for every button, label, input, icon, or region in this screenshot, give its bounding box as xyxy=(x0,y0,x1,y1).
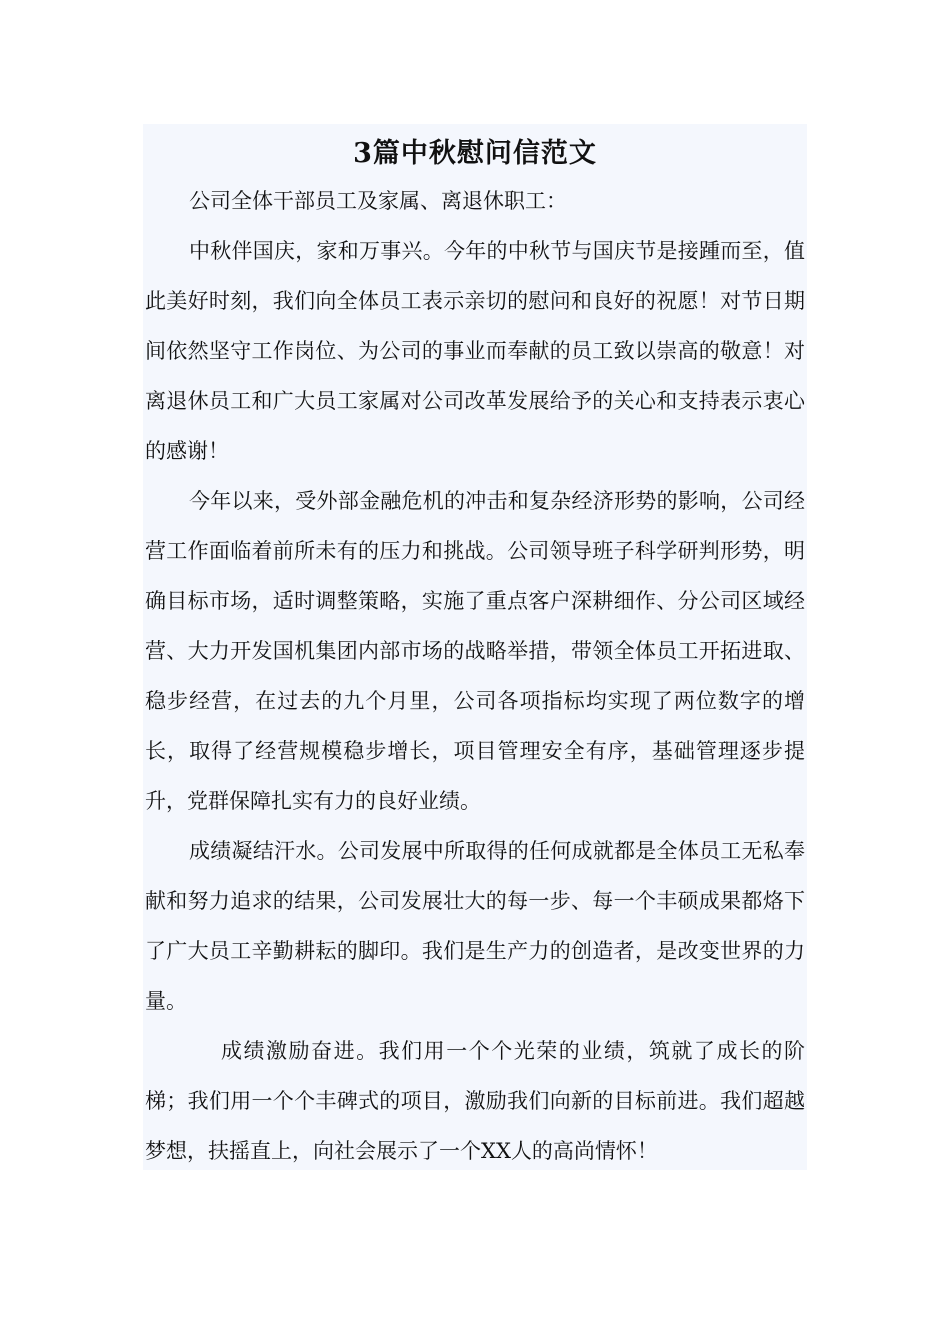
salutation: 公司全体干部员工及家属、离退休职工： xyxy=(189,189,567,213)
paragraph: 中秋伴国庆，家和万事兴。今年的中秋节与国庆节是接踵而至，值此美好时刻，我们向全体员工表示亲切的慰问和良好的祝愿！对节日期间依然坚守工作岗位、为公司的事业而奉献的员工致以崇高的敬意！对离退休员工和广大员工家属对公司改革发展给予的关心和支持表示衷心的感谢！ xyxy=(145,239,805,463)
paragraph: 今年以来，受外部金融危机的冲击和复杂经济形势的影响，公司经营工作面临着前所未有的压力和挑战。公司领导班子科学研判形势，明确目标市场，适时调整策略，实施了重点客户深耕细作、分公司区域经营、大力开发国机集团内部市场的战略举措，带领全体员工开拓进取、稳步经营，在过去的九个月里，公司各项指标均实现了两位数字的增长，取得了经营规模稳步增长，项目管理安全有序，基础管理逐步提升，党群保障扎实有力的良好业绩。 xyxy=(145,489,805,813)
paragraph: 成绩凝结汗水。公司发展中所取得的任何成就都是全体员工无私奉献和努力追求的结果，公司发展壮大的每一步、每一个丰硕成果都烙下了广大员工辛勤耕耘的脚印。我们是生产力的创造者，是改变世界的力量。 xyxy=(145,839,805,1013)
document-body xyxy=(143,124,807,1170)
document-title: 3篇中秋慰问信范文 xyxy=(353,138,597,169)
paragraph: 成绩激励奋进。我们用一个个光荣的业绩，筑就了成长的阶梯；我们用一个个丰碑式的项目，激励我们向新的目标前进。我们超越梦想，扶摇直上，向社会展示了一个XX人的高尚情怀！ xyxy=(145,1039,805,1163)
